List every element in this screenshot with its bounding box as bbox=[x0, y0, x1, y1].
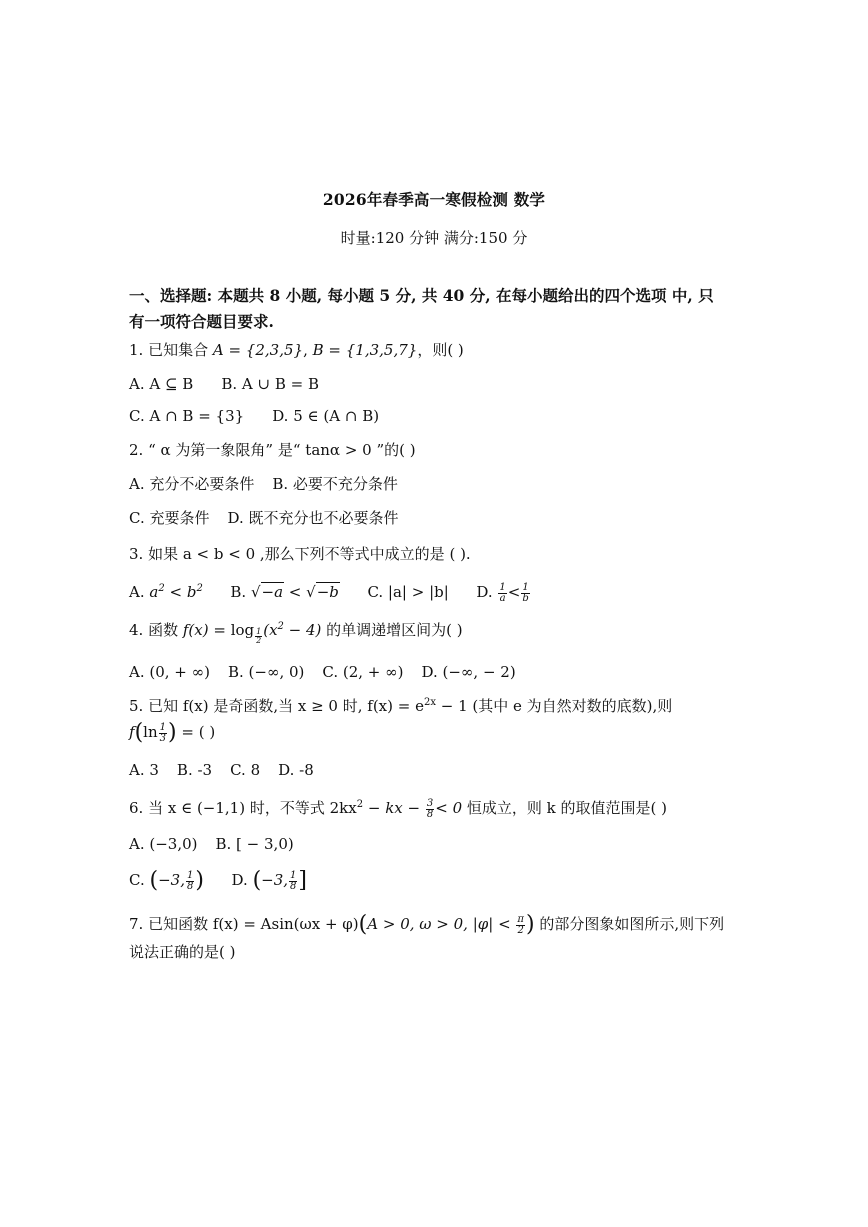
section-heading-line2: 有一项符合题目要求. bbox=[129, 312, 274, 331]
q3-option-c: C. |a| > |b| bbox=[367, 583, 449, 601]
exam-title: 2026年春季高一寒假检测 数学 bbox=[322, 190, 546, 209]
q1-option-d: D. 5 ∈ (A ∩ B) bbox=[272, 407, 380, 425]
q3-option-d: D. $\frac{1}{a}$ < $\frac{1}{b}$ bbox=[476, 581, 529, 604]
q1-options-row1 bbox=[129, 374, 749, 394]
exam-subtitle: 时量:120 分钟 满分:150 分 bbox=[340, 229, 528, 247]
q1-set-b: B = {1,3,5,7} bbox=[312, 341, 418, 359]
q2-options-row2 bbox=[129, 508, 749, 528]
question-4: 4. 函数 f(x) = log $_{\frac{1}{2}}$ $(x^2 - 4)$ 的单调递增区间为( ) bbox=[129, 621, 463, 645]
q3-options bbox=[129, 582, 749, 604]
q2-option-a: A. 充分不必要条件 bbox=[129, 475, 255, 493]
q2-option-d: D. 既不充分也不必要条件 bbox=[227, 509, 399, 527]
question-3: 3. 如果 a < b < 0 ,那么下列不等式中成立的是 ( ). bbox=[129, 545, 471, 563]
q4-option-c: C. (2, + ∞) bbox=[322, 663, 404, 681]
q7-line2: 说法正确的是( ) bbox=[129, 943, 236, 961]
question-6: 6. 当 x ∈ (−1,1) 时，不等式 $2kx^2$ − kx − $\frac{3}{8}$ < 0 恒成立，则 k 的取值范围是( ) bbox=[129, 797, 667, 820]
q2-option-c: C. 充要条件 bbox=[129, 509, 210, 527]
q5-option-b: B. -3 bbox=[176, 761, 213, 779]
q5-expression: f(ln $\frac{1}{3}$ ) = ( ) bbox=[129, 720, 216, 745]
q1-options-row2 bbox=[129, 406, 749, 426]
q5-options bbox=[129, 760, 749, 780]
q5-option-a: A. 3 bbox=[129, 761, 159, 779]
q2-options-row1 bbox=[129, 474, 749, 494]
q1-suffix: ，则( ) bbox=[417, 341, 464, 359]
q6-option-c: C. (−3, $\frac{1}{8}$ ) bbox=[129, 868, 204, 893]
q1-option-b: B. A ∪ B = B bbox=[221, 375, 319, 393]
q4-option-d: D. (−∞, − 2) bbox=[421, 663, 516, 681]
q4-option-a: A. (0, + ∞) bbox=[129, 663, 210, 681]
q1-option-a: A. A ⊆ B bbox=[129, 375, 194, 393]
question-5: 5. 已知 f(x) 是奇函数,当 x ≥ 0 时, $f(x) = e^{2x} - 1$ (其中 e 为自然对数的底数),则 bbox=[129, 697, 673, 715]
q2-option-b: B. 必要不充分条件 bbox=[272, 475, 398, 493]
section-heading-line1: 一、选择题: 本题共 8 小题, 每小题 5 分, 共 40 分, 在每小题给出的四个选项 中, 只 bbox=[129, 286, 714, 305]
q5-option-c: C. 8 bbox=[230, 761, 261, 779]
q6-option-b: B. [ − 3,0) bbox=[215, 835, 294, 853]
q6-options-row2 bbox=[129, 870, 749, 892]
q5-option-d: D. -8 bbox=[278, 761, 314, 779]
q6-option-d: D. (−3, $\frac{1}{8}$ ] bbox=[231, 868, 308, 893]
q4-option-b: B. (−∞, 0) bbox=[227, 663, 305, 681]
section-heading bbox=[129, 283, 741, 335]
q6-options-row1 bbox=[129, 834, 749, 854]
question-7: 7. 已知函数 f(x) = Asin(ωx + φ)(A > 0, ω > 0, |φ| < $\frac{\pi}{2}$ ) 的部分图象如图所示,则下列 bbox=[129, 912, 725, 937]
q6-option-a: A. (−3,0) bbox=[129, 835, 198, 853]
question-2: 2. “ α 为第一象限角” 是“ tanα > 0 ”的( ) bbox=[129, 441, 416, 459]
q1-prefix: 1. 已知集合 bbox=[129, 341, 213, 359]
q4-function: f(x) = log $_{\frac{1}{2}}$ $(x^2 - 4)$ bbox=[182, 621, 322, 645]
q1-set-a: A = {2,3,5} bbox=[212, 341, 304, 359]
q3-option-b: B. √−a < √−b bbox=[230, 583, 339, 601]
q4-options bbox=[129, 662, 749, 682]
question-1: 1. 已知集合 A = {2,3,5}, B = {1,3,5,7}，则( ) bbox=[129, 341, 464, 359]
q1-option-c: C. A ∩ B = {3} bbox=[129, 407, 245, 425]
q3-option-a: A. $a^2 < b^2$ bbox=[129, 583, 203, 601]
